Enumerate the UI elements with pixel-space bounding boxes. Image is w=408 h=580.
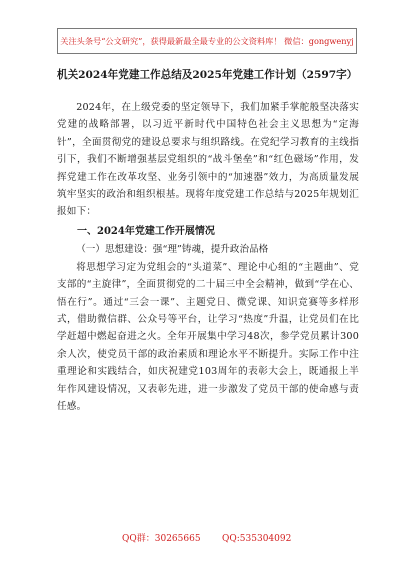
subsection-heading-1: （一）思想建设：强“理”铸魂，提升政治品格	[76, 243, 269, 255]
document-body	[57, 99, 359, 416]
intro-paragraph: 2024年，在上级党委的坚定领导下，我们加紧手掌舵般坚决落实党建的战略部署，以习近平新时代中国特色社会主义思想为“定海针”，全面贯彻党的建设总要求与组织路线。在党纪学习教育的主线指引下，我们不断增强基层党组织的“战斗堡垒”和“红色磁场”作用，发挥党建工作在改革攻坚、业务引领中的“加速器”效力，为高质量发展筑牢坚实的政治和组织根基。现将年度党建工作总结与2025年规划汇报如下：	[57, 102, 359, 218]
footer-qq-group: QQ群：30265665	[122, 534, 201, 544]
footer-contact	[0, 531, 408, 547]
page-title: 机关2024年党建工作总结及2025年党建工作计划（2597字）	[57, 69, 358, 81]
body-paragraph-1: 将思想学习定为党组会的“头道菜”、理论中心组的“主题曲”、党支部的“主旋律”，全面贯彻党的二十届三中全会精神，做到“学在心、悟在行”。通过“三会一课”、主题党日、微党课、知识竞赛等多样形式，借助微信群、公众号等平台，让学习“热度”升温，让党员们在比学赶超中燃起奋进之火。全年开展集中学习48次，参学党员累计300余人次，使党员干部的政治素质和理论水平不断提升。实际工作中注重理论和实践结合，如庆祝建党103周年的表彰大会上，既通报上半年作风建设情况，又表彰先进，进一步激发了党员干部的使命感与责任感。	[57, 261, 359, 413]
section-heading-1: 一、2024年党建工作开展情况	[77, 225, 215, 237]
footer-qq: QQ:535304092	[222, 534, 292, 544]
top-banner: 关注头条号“公文研究”，获得最新最全最专业的公文资料库！ 微信：gongwenyj	[57, 28, 357, 54]
